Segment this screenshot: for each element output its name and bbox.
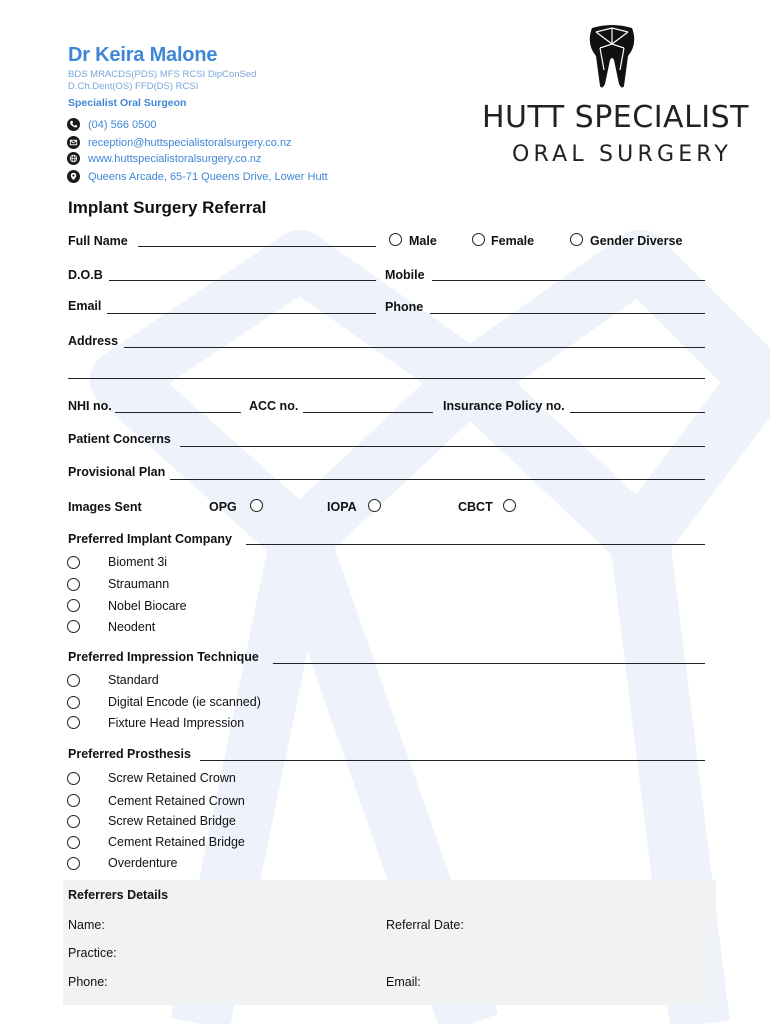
patient-concerns-field[interactable]: [180, 446, 705, 447]
website-text: www.huttspecialistoralsurgery.co.nz: [88, 152, 262, 165]
provisional-plan-label: Provisional Plan: [68, 465, 166, 479]
full-name-field[interactable]: [138, 246, 376, 247]
brand-name-line-2: ORAL SURGERY: [512, 142, 733, 167]
location-pin-icon: [67, 170, 80, 183]
implant-bioment-radio[interactable]: [67, 556, 80, 569]
dob-label: D.O.B: [68, 268, 103, 282]
patient-concerns-label: Patient Concerns: [68, 432, 171, 446]
email-icon: [67, 136, 80, 149]
implant-nobel-radio[interactable]: [67, 599, 80, 612]
prosthesis-screw-crown-label: Screw Retained Crown: [108, 771, 236, 785]
prosthesis-overdenture-label: Overdenture: [108, 856, 178, 870]
contact-phone[interactable]: [67, 118, 157, 131]
image-cbct-label: CBCT: [458, 500, 493, 514]
prosthesis-cement-bridge-label: Cement Retained Bridge: [108, 835, 245, 849]
form-title: Implant Surgery Referral: [68, 198, 267, 217]
image-opg-radio[interactable]: [250, 499, 263, 512]
impression-technique-field[interactable]: [273, 663, 705, 664]
referrer-phone-field[interactable]: Phone:: [68, 975, 108, 989]
prosthesis-cement-crown-label: Cement Retained Crown: [108, 794, 245, 808]
qualifications-line-1: BDS MRACDS(PDS) MFS RCSI DipConSed: [68, 69, 257, 80]
contact-address: [67, 170, 328, 183]
implant-bioment-label: Bioment 3i: [108, 555, 168, 569]
address-text: Queens Arcade, 65-71 Queens Drive, Lower Hutt: [88, 170, 328, 183]
image-iopa-label: IOPA: [327, 500, 357, 514]
mobile-field[interactable]: [432, 280, 705, 281]
implant-neodent-radio[interactable]: [67, 620, 80, 633]
provisional-plan-field[interactable]: [170, 479, 705, 480]
full-name-label: Full Name: [68, 234, 128, 248]
phone-field[interactable]: [430, 313, 705, 314]
nhi-field[interactable]: [115, 412, 241, 413]
implant-neodent-label: Neodent: [108, 620, 156, 634]
images-sent-label: Images Sent: [68, 500, 142, 514]
referrer-email-field[interactable]: Email:: [386, 975, 421, 989]
address-field-line-1[interactable]: [124, 347, 705, 348]
acc-label: ACC no.: [249, 399, 299, 413]
referrer-name-field[interactable]: Name:: [68, 918, 105, 932]
gender-female-radio[interactable]: [472, 233, 485, 246]
implant-nobel-label: Nobel Biocare: [108, 599, 187, 613]
contact-website[interactable]: [67, 152, 261, 165]
contact-email[interactable]: [67, 136, 292, 149]
email-field[interactable]: [107, 313, 376, 314]
impression-standard-radio[interactable]: [67, 674, 80, 687]
implant-straumann-label: Straumann: [108, 577, 170, 591]
phone-icon: [67, 118, 80, 131]
specialist-role: Specialist Oral Surgeon: [68, 97, 187, 109]
globe-icon: [67, 152, 80, 165]
gender-diverse-label: Gender Diverse: [590, 234, 683, 248]
tooth-logo-icon: [586, 24, 638, 92]
email-text: reception@huttspecialistoralsurgery.co.nz: [88, 136, 292, 149]
image-cbct-radio[interactable]: [503, 499, 516, 512]
impression-digital-radio[interactable]: [67, 696, 80, 709]
dob-field[interactable]: [109, 280, 376, 281]
implant-straumann-radio[interactable]: [67, 578, 80, 591]
qualifications-line-2: D.Ch.Dent(OS) FFD(DS) RCSI: [68, 80, 199, 92]
gender-diverse-radio[interactable]: [570, 233, 583, 246]
impression-fixture-radio[interactable]: [67, 716, 80, 729]
address-field-line-2[interactable]: [68, 378, 705, 379]
prosthesis-screw-bridge-radio[interactable]: [67, 815, 80, 828]
prosthesis-screw-bridge-label: Screw Retained Bridge: [108, 814, 236, 828]
brand-name-line-1: HUTT SPECIALIST: [482, 100, 750, 135]
image-iopa-radio[interactable]: [368, 499, 381, 512]
acc-field[interactable]: [303, 412, 433, 413]
impression-technique-label: Preferred Impression Technique: [68, 650, 259, 664]
impression-fixture-label: Fixture Head Impression: [108, 716, 245, 730]
insurance-label: Insurance Policy no.: [443, 399, 565, 413]
insurance-field[interactable]: [570, 412, 705, 413]
email-label: Email: [68, 299, 102, 313]
address-label: Address: [68, 334, 119, 348]
phone-text: (04) 566 0500: [88, 118, 157, 131]
mobile-label: Mobile: [385, 268, 425, 282]
referrer-heading: Referrers Details: [68, 888, 169, 902]
referral-date-field[interactable]: Referral Date:: [386, 918, 464, 932]
prosthesis-cement-crown-radio[interactable]: [67, 794, 80, 807]
impression-standard-label: Standard: [108, 673, 159, 687]
referrer-practice-field[interactable]: Practice:: [68, 946, 117, 960]
prosthesis-overdenture-radio[interactable]: [67, 857, 80, 870]
image-opg-label: OPG: [209, 500, 237, 514]
phone-label: Phone: [385, 300, 424, 314]
impression-digital-label: Digital Encode (ie scanned): [108, 695, 261, 709]
prosthesis-cement-bridge-radio[interactable]: [67, 836, 80, 849]
gender-male-radio[interactable]: [389, 233, 402, 246]
implant-company-field[interactable]: [246, 544, 705, 545]
prosthesis-label: Preferred Prosthesis: [68, 747, 191, 761]
gender-female-label: Female: [491, 234, 535, 248]
nhi-label: NHI no.: [68, 399, 112, 413]
implant-company-label: Preferred Implant Company: [68, 532, 232, 546]
gender-male-label: Male: [409, 234, 437, 248]
qualifications: [68, 69, 256, 92]
doctor-name: Dr Keira Malone: [68, 44, 218, 66]
prosthesis-screw-crown-radio[interactable]: [67, 772, 80, 785]
prosthesis-field[interactable]: [200, 760, 705, 761]
